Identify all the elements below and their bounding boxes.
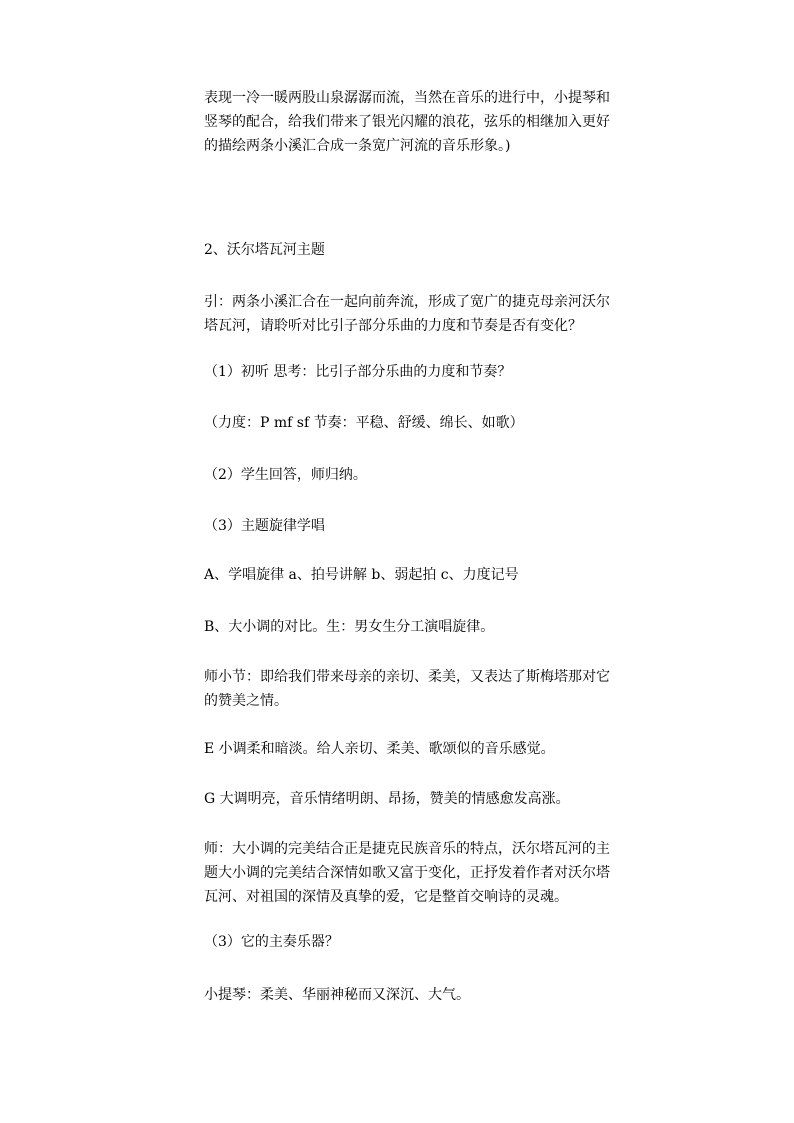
section-heading <box>204 238 674 262</box>
paragraph-dynamics-rhythm <box>204 411 674 435</box>
text-line: 引：两条小溪汇合在一起向前奔流，形成了宽广的捷克母亲河沃尔 <box>204 294 610 310</box>
paragraph-main-instrument <box>204 930 674 954</box>
paragraph-theme-melody <box>204 514 674 538</box>
paragraph-first-listen <box>204 360 674 384</box>
text-line: G 大调明亮，音乐情绪明朗、昂扬，赞美的情感愈发高涨。 <box>204 791 570 807</box>
paragraph-teacher-conclusion <box>204 837 674 909</box>
paragraph-e-minor <box>204 737 674 761</box>
text-line: E 小调柔和暗淡。给人亲切、柔美、歌颂似的音乐感觉。 <box>204 741 555 757</box>
text-line: 题大小调的完美结合深情如歌又富于变化，正抒发着作者对沃尔塔 <box>204 865 610 881</box>
paragraph-violin <box>204 983 674 1007</box>
paragraph-major-minor-contrast <box>204 615 674 639</box>
text-line: 的描绘两条小溪汇合成一条宽广河流的音乐形象。) <box>204 138 511 154</box>
paragraph-student-answer <box>204 463 674 487</box>
text-line: 塔瓦河，请聆听对比引子部分乐曲的力度和节奏是否有变化？ <box>204 318 582 334</box>
text-line: 2、沃尔塔瓦河主题 <box>204 242 325 258</box>
paragraph-g-major <box>204 787 674 811</box>
text-line: 竖琴的配合，给我们带来了银光闪耀的浪花，弦乐的相继加入更好 <box>204 114 610 130</box>
text-line: （力度：P mf sf 节奏：平稳、舒缓、绵长、如歌） <box>204 415 524 431</box>
text-line: 表现一冷一暖两股山泉潺潺而流，当然在音乐的进行中，小提琴和 <box>204 90 610 106</box>
text-line: B、大小调的对比。生：男女生分工演唱旋律。 <box>204 619 495 635</box>
text-line: （2）学生回答，师归纳。 <box>204 467 367 483</box>
text-line: （1）初听 思考：比引子部分乐曲的力度和节奏？ <box>204 364 512 380</box>
paragraph-learn-melody <box>204 563 674 587</box>
text-line: 师小节：即给我们带来母亲的亲切、柔美，又表达了斯梅塔那对它 <box>204 669 610 685</box>
text-line: A、学唱旋律 a、拍号讲解 b、弱起拍 c、力度记号 <box>204 567 519 583</box>
paragraph-teacher-summary <box>204 665 674 713</box>
text-line: 的赞美之情。 <box>204 693 288 709</box>
paragraph-intro-continuation <box>204 86 674 158</box>
paragraph-introduction <box>204 290 674 338</box>
text-line: 瓦河、对祖国的深情及真挚的爱，它是整首交响诗的灵魂。 <box>204 889 568 905</box>
text-line: （3）它的主奏乐器？ <box>204 934 339 950</box>
text-line: 师：大小调的完美结合正是捷克民族音乐的特点，沃尔塔瓦河的主 <box>204 841 610 857</box>
text-line: 小提琴：柔美、华丽神秘而又深沉、大气。 <box>204 987 470 1003</box>
text-line: （3）主题旋律学唱 <box>204 518 325 534</box>
